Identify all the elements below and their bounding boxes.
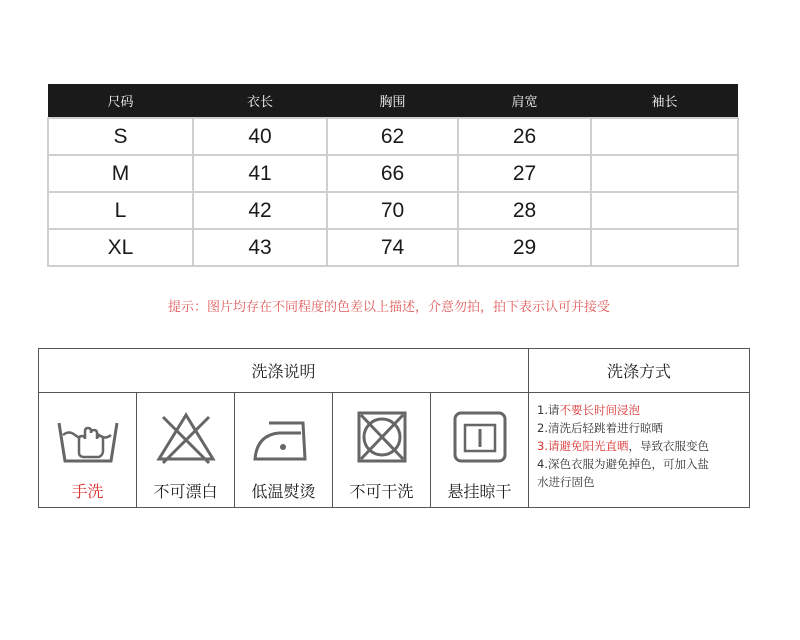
cell-length: 40 bbox=[193, 118, 327, 155]
cell-sleeve bbox=[591, 192, 738, 229]
cell-sleeve bbox=[591, 155, 738, 192]
table-row bbox=[48, 118, 738, 155]
washing-notes bbox=[537, 401, 747, 491]
note-2: 2.清洗后轻跳着进行晾晒 bbox=[537, 421, 663, 435]
icon-label: 不可漂白 bbox=[153, 482, 218, 501]
cell-size: S bbox=[48, 118, 193, 155]
note-4-line-2: 水进行固色 bbox=[537, 475, 595, 489]
cell-size: XL bbox=[48, 229, 193, 266]
icon-label: 手洗 bbox=[71, 482, 104, 501]
cell-length: 43 bbox=[193, 229, 327, 266]
color-difference-hint: 提示：图片均存在不同程度的色差以上描述，介意勿拍，拍下表示认可并接受 bbox=[167, 300, 610, 315]
cell-shoulder: 27 bbox=[458, 155, 591, 192]
cell-chest: 70 bbox=[327, 192, 458, 229]
cell-length: 42 bbox=[193, 192, 327, 229]
care-item-low-iron bbox=[235, 393, 333, 507]
table-row bbox=[48, 229, 738, 266]
size-table-header-row bbox=[48, 84, 738, 118]
header-size: 尺码 bbox=[48, 84, 193, 118]
cell-shoulder: 29 bbox=[458, 229, 591, 266]
header-chest: 胸围 bbox=[327, 84, 458, 118]
header-length: 衣长 bbox=[193, 84, 327, 118]
cell-chest: 66 bbox=[327, 155, 458, 192]
care-item-hang-dry bbox=[431, 393, 528, 507]
care-icons bbox=[39, 393, 529, 507]
note-3: 3.请避免阳光直晒，导致衣服变色 bbox=[537, 439, 709, 453]
cell-sleeve bbox=[591, 118, 738, 155]
header-sleeve: 袖长 bbox=[591, 84, 738, 118]
cell-shoulder: 26 bbox=[458, 118, 591, 155]
icon-label: 不可干洗 bbox=[349, 482, 414, 501]
no-bleach-icon bbox=[151, 409, 221, 465]
cell-size: L bbox=[48, 192, 193, 229]
no-dry-clean-icon bbox=[347, 409, 417, 465]
cell-length: 41 bbox=[193, 155, 327, 192]
cell-sleeve bbox=[591, 229, 738, 266]
low-iron-icon bbox=[249, 409, 319, 465]
hand-wash-icon bbox=[53, 409, 123, 465]
cell-shoulder: 28 bbox=[458, 192, 591, 229]
hang-dry-icon bbox=[445, 409, 515, 465]
washing-instructions-title: 洗涤说明 bbox=[39, 349, 529, 393]
note-1: 1.请不要长时间浸泡 bbox=[537, 403, 640, 417]
icon-label: 悬挂晾干 bbox=[447, 482, 512, 501]
care-item-no-bleach bbox=[137, 393, 235, 507]
table-row bbox=[48, 155, 738, 192]
cell-chest: 74 bbox=[327, 229, 458, 266]
icon-label: 低温熨烫 bbox=[251, 482, 316, 501]
header-shoulder: 肩宽 bbox=[458, 84, 591, 118]
cell-chest: 62 bbox=[327, 118, 458, 155]
care-item-hand-wash bbox=[39, 393, 137, 507]
table-row bbox=[48, 192, 738, 229]
size-table bbox=[47, 84, 739, 267]
washing-section bbox=[38, 348, 750, 508]
care-item-no-dry-clean bbox=[333, 393, 431, 507]
cell-size: M bbox=[48, 155, 193, 192]
note-4-line-1: 4.深色衣服为避免掉色，可加入盐 bbox=[537, 457, 709, 471]
washing-method-title: 洗涤方式 bbox=[529, 349, 749, 393]
